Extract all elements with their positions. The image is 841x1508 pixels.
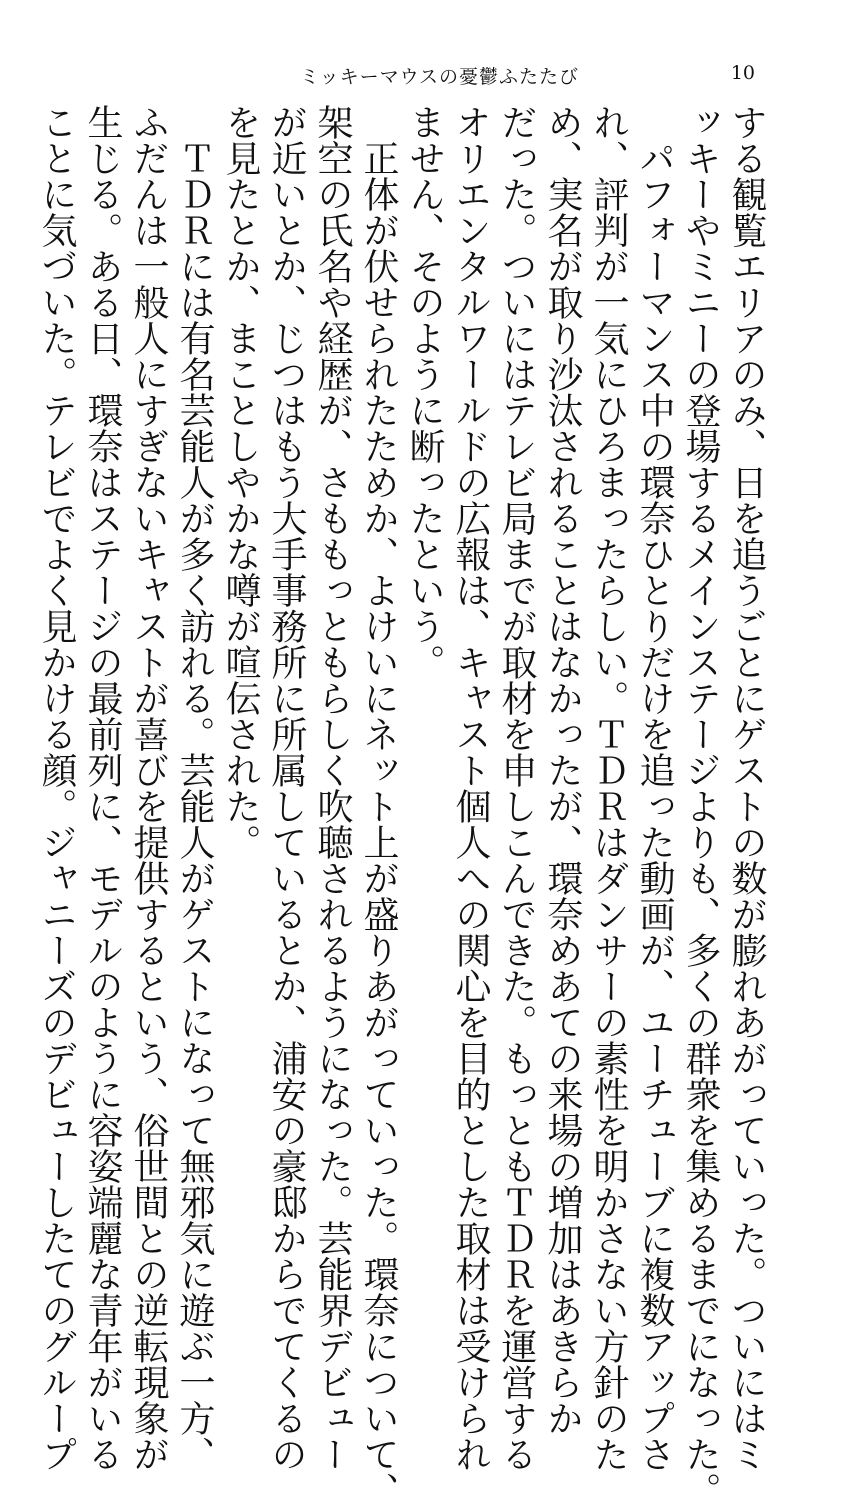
text-column-8: ません、そのように断ったという。 — [404, 104, 445, 680]
text-column-4: れ、評判が一気にひろまったらしい。ＴＤＲはダンサーの素性を明かさない方針のた — [588, 104, 629, 1472]
vertical-text-block — [36, 104, 769, 1508]
text-column-7: オリエンタルワールドの広報は、キャスト個人への関心を目的とした取材は受けられ — [450, 104, 491, 1472]
text-column-2: ッキーやミニーの登場するメインステージよりも、多くの群衆を集めるまでになった。 — [680, 104, 721, 1508]
text-column-3: パフォーマンス中の環奈ひとりだけを追った動画が、ユーチューブに複数アップさ — [634, 104, 675, 1472]
text-column-15: 生じる。ある日、環奈はステージの最前列に、モデルのように容姿端麗な青年がいる — [82, 104, 123, 1472]
text-column-10: 架空の氏名や経歴が、さももっともらしく吹聴されるようになった。芸能界デビュー — [312, 104, 353, 1472]
text-column-16: ことに気づいた。テレビでよく見かける顔。ジャニーズのデビューしたてのグループ — [36, 104, 77, 1472]
text-column-11: が近いとか、じつはもう大手事務所に所属しているとか、浦安の豪邸からでてくるの — [266, 104, 307, 1472]
text-column-12: を見たとか、まことしやかな噂が喧伝された。 — [220, 104, 261, 860]
running-title: ミッキーマウスの憂鬱ふたたび — [300, 66, 580, 88]
text-column-5: め、実名が取り沙汰されることはなかったが、環奈めあての来場の増加はあきらか — [542, 104, 583, 1436]
text-column-14: ふだんは一般人にすぎないキャストが喜びを提供するという、俗世間との逆転現象が — [128, 104, 169, 1472]
text-column-6: だった。ついにはテレビ局までが取材を申しこんできた。もっともＴＤＲを運営する — [496, 104, 537, 1472]
text-column-9: 正体が伏せられたためか、よけいにネット上が盛りあがっていった。環奈について、 — [358, 104, 399, 1508]
text-column-13: ＴＤＲには有名芸能人が多く訪れる。芸能人がゲストになって無邪気に遊ぶ一方、 — [174, 104, 215, 1472]
text-column-1: する観覧エリアのみ、日を追うごとにゲストの数が膨れあがっていった。ついにはミ — [726, 104, 767, 1472]
page-number: 10 — [730, 62, 755, 84]
